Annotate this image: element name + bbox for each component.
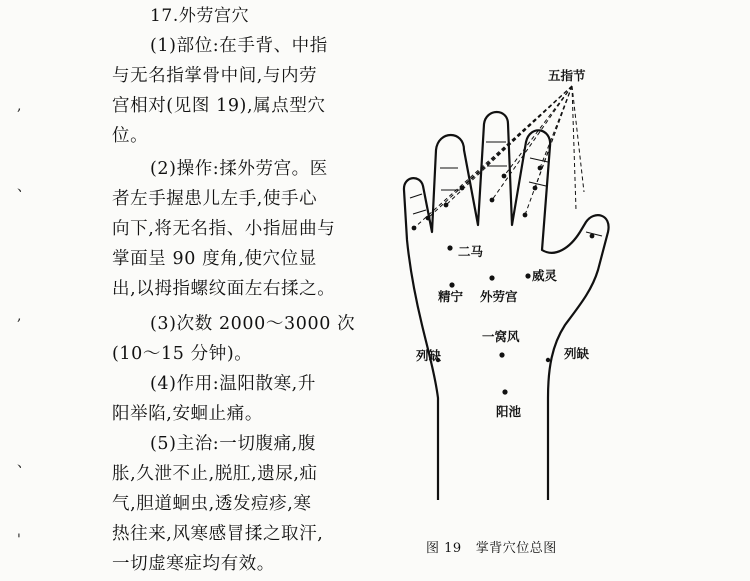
margin-mark: , xyxy=(17,308,22,324)
caption-number: 图 19 xyxy=(426,541,462,556)
text-line: 出,以拇指螺纹面左右揉之。 xyxy=(112,279,336,299)
label-lieque-right: 列缺 xyxy=(564,346,590,361)
label-wailaogong: 外劳宫 xyxy=(480,289,518,304)
figure-caption xyxy=(426,537,571,556)
text-line: (10～15 分钟)。 xyxy=(112,344,253,364)
text-line: 向下,将无名指、小指屈曲与 xyxy=(112,219,336,239)
finger-joint-dots xyxy=(412,166,595,239)
hand-outline xyxy=(404,112,609,500)
margin-mark: 、 xyxy=(17,179,31,195)
label-weiling: 威灵 xyxy=(532,268,558,283)
text-line: (5)主治:一切腹痛,腹 xyxy=(150,434,316,454)
label-lieque-left: 列缺 xyxy=(416,348,442,363)
text-line: 位。 xyxy=(112,126,149,146)
margin-mark: ' xyxy=(17,532,21,548)
hand-acupoint-figure xyxy=(380,0,750,581)
hand-diagram xyxy=(380,0,750,581)
label-yiwofeng: 一窝风 xyxy=(482,329,520,344)
text-line: (3)次数 2000～3000 次 xyxy=(150,314,356,334)
label-yangchi: 阳池 xyxy=(496,404,522,419)
text-line: 宫相对(见图 19),属点型穴 xyxy=(112,96,326,116)
text-line: (4)作用:温阳散寒,升 xyxy=(150,374,316,394)
caption-title: 掌背穴位总图 xyxy=(475,541,557,556)
finger-creases xyxy=(410,142,602,236)
margin-mark: , xyxy=(17,98,22,114)
text-line: 掌面呈 90 度角,使穴位显 xyxy=(112,249,317,269)
margin-mark: 、 xyxy=(17,455,31,471)
label-jingning: 精宁 xyxy=(438,289,464,304)
text-line: 者左手握患儿左手,使手心 xyxy=(112,189,318,209)
leader-lines xyxy=(414,86,584,228)
text-line: 热往来,风寒感冒揉之取汗, xyxy=(112,524,324,544)
label-wuzhijie: 五指节 xyxy=(548,68,586,83)
label-erma: 二马 xyxy=(458,244,484,259)
text-line: (1)部位:在手背、中指 xyxy=(150,36,328,56)
text-line: (2)操作:揉外劳宫。医 xyxy=(150,159,328,179)
text-line: 与无名指掌骨中间,与内劳 xyxy=(112,66,318,86)
text-line: 一切虚寒症均有效。 xyxy=(112,554,275,574)
text-line: 气,胆道蛔虫,透发痘疹,寒 xyxy=(112,494,312,514)
text-line: 阳举陷,安蛔止痛。 xyxy=(112,404,263,424)
text-line: 胀,久泄不止,脱肛,遗尿,疝 xyxy=(112,464,318,484)
section-title: 17.外劳宫穴 xyxy=(150,6,250,26)
